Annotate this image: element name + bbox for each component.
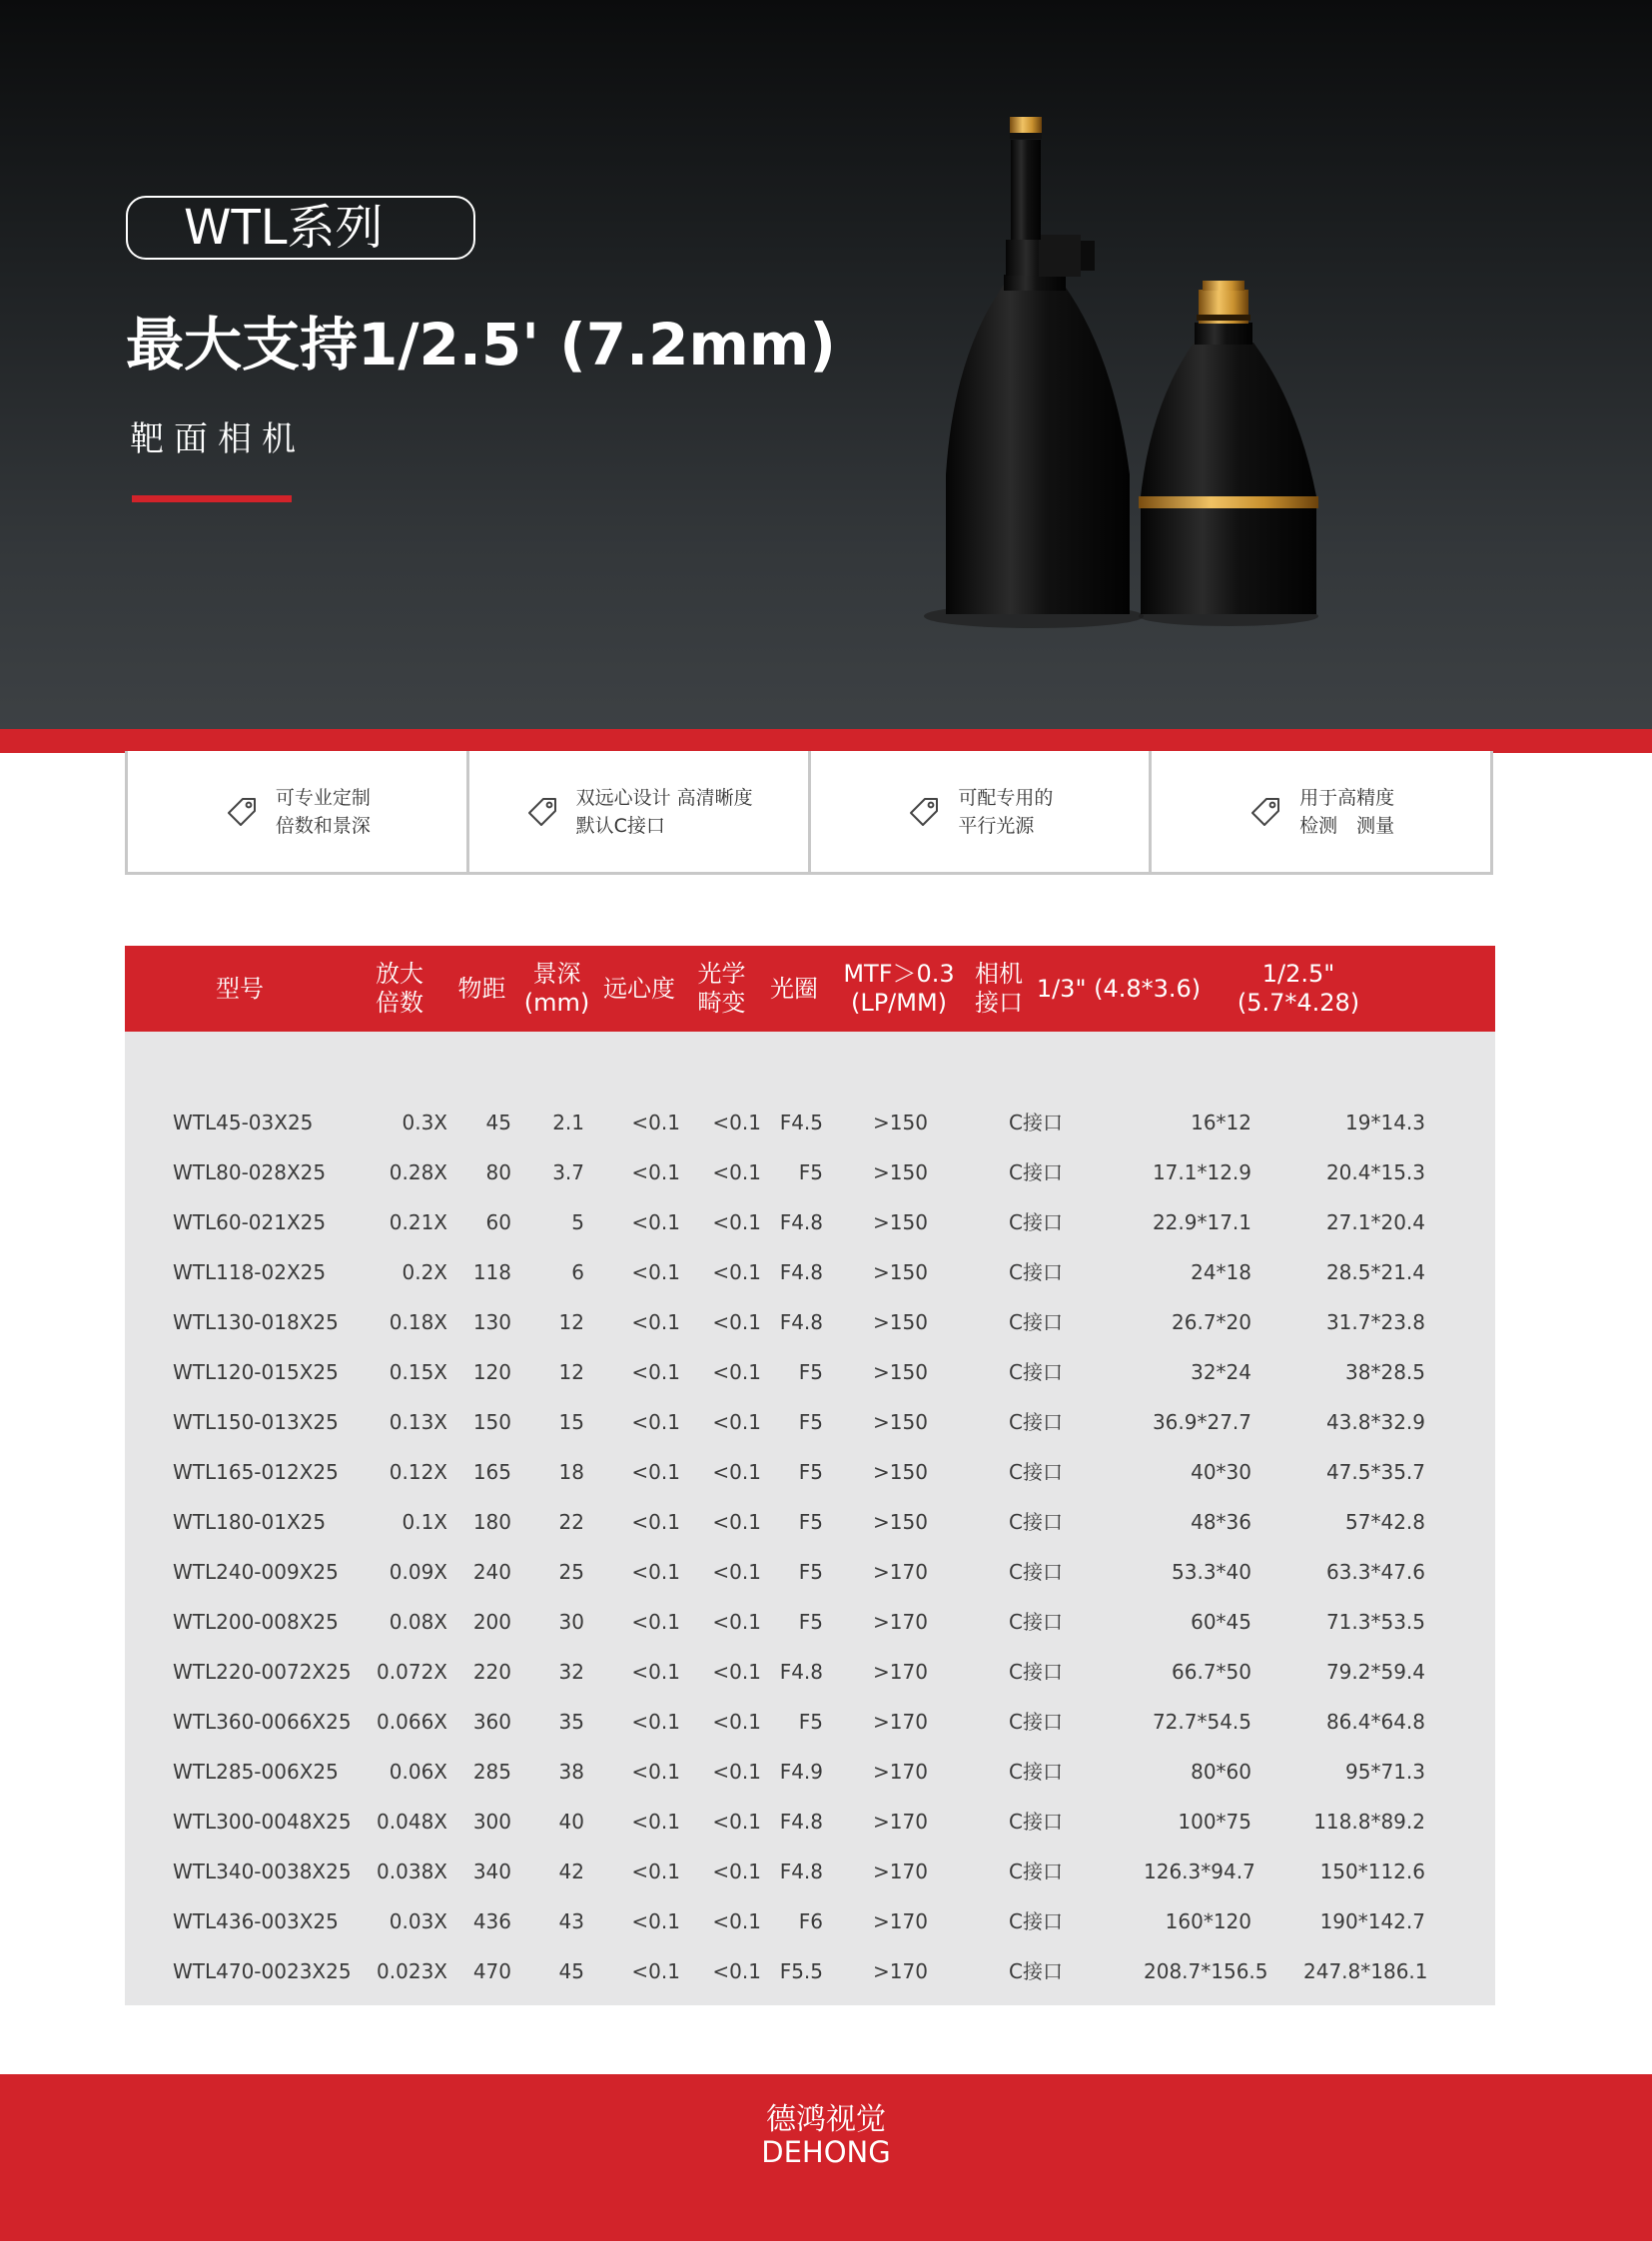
table-cell: 0.12X: [389, 1460, 447, 1484]
table-cell: F4.5: [779, 1111, 823, 1134]
table-cell: <0.1: [631, 1510, 680, 1534]
table-cell: <0.1: [631, 1860, 680, 1883]
table-cell: C接口: [1009, 1260, 1063, 1284]
table-cell: WTL45-03X25: [173, 1111, 314, 1134]
table-cell: <0.1: [631, 1660, 680, 1684]
header-line1: 光学: [697, 960, 746, 988]
table-cell: 15: [558, 1410, 584, 1434]
table-row: [125, 1946, 1495, 1996]
table-cell: 3.7: [552, 1160, 584, 1184]
table-cell: C接口: [1009, 1510, 1063, 1534]
table-cell: 57*42.8: [1345, 1510, 1425, 1534]
table-cell: 340: [472, 1860, 511, 1883]
table-cell: 40*30: [1191, 1460, 1251, 1484]
header-line2: 畸变: [697, 989, 746, 1017]
table-cell: >150: [873, 1160, 928, 1184]
table-cell: 0.06X: [389, 1760, 447, 1784]
table-cell: >170: [873, 1909, 928, 1933]
header-line1: 远心度: [603, 974, 675, 1003]
table-cell: 36.9*27.7: [1152, 1410, 1251, 1434]
brand-name-en: DEHONG: [761, 2135, 891, 2169]
table-row: [125, 1247, 1495, 1297]
table-cell: WTL80-028X25: [173, 1160, 327, 1184]
table-cell: WTL240-009X25: [173, 1560, 339, 1584]
header-line1: 物距: [457, 974, 506, 1003]
table-cell: 0.3X: [402, 1111, 447, 1134]
column-header: [594, 946, 684, 1032]
table-cell: 240: [472, 1560, 511, 1584]
table-cell: 470: [472, 1959, 511, 1983]
table-cell: 38*28.5: [1345, 1360, 1425, 1384]
table-cell: 63.3*47.6: [1325, 1560, 1425, 1584]
table-cell: >170: [873, 1860, 928, 1883]
header-line1: 光圈: [770, 974, 818, 1003]
table-cell: WTL165-012X25: [173, 1460, 339, 1484]
tag-icon: [524, 794, 560, 830]
table-cell: 0.18X: [389, 1310, 447, 1334]
table-row: [125, 1397, 1495, 1447]
table-cell: F6: [798, 1909, 823, 1933]
table-cell: 0.09X: [389, 1560, 447, 1584]
table-cell: <0.1: [712, 1660, 761, 1684]
table-cell: WTL180-01X25: [173, 1510, 327, 1534]
feature-card: [1149, 751, 1493, 875]
table-cell: 0.28X: [389, 1160, 447, 1184]
table-cell: 35: [558, 1710, 584, 1734]
table-cell: >170: [873, 1760, 928, 1784]
header-line1: 型号: [216, 974, 264, 1003]
table-cell: <0.1: [712, 1909, 761, 1933]
header-line1: 1/3" (4.8*3.6): [1036, 974, 1202, 1003]
table-cell: 0.13X: [389, 1410, 447, 1434]
table-cell: 53.3*40: [1172, 1560, 1251, 1584]
table-cell: <0.1: [631, 1909, 680, 1933]
table-cell: >170: [873, 1560, 928, 1584]
table-cell: WTL120-015X25: [173, 1360, 339, 1384]
table-row: [125, 1447, 1495, 1497]
table-cell: F4.8: [779, 1660, 823, 1684]
table-cell: 16*12: [1191, 1111, 1251, 1134]
table-cell: 0.08X: [389, 1610, 447, 1634]
table-cell: 72.7*54.5: [1152, 1710, 1251, 1734]
table-cell: WTL340-0038X25: [173, 1860, 352, 1883]
table-cell: WTL60-021X25: [173, 1210, 327, 1234]
table-cell: 79.2*59.4: [1325, 1660, 1425, 1684]
feature-strip: [125, 751, 1493, 875]
table-cell: >150: [873, 1360, 928, 1384]
column-header: [125, 946, 355, 1032]
table-row: [125, 1497, 1495, 1547]
table-cell: 118: [472, 1260, 511, 1284]
table-cell: 48*36: [1191, 1510, 1251, 1534]
column-header: [1209, 946, 1388, 1032]
table-row: [125, 1297, 1495, 1347]
table-cell: 165: [472, 1460, 511, 1484]
table-cell: >150: [873, 1410, 928, 1434]
table-cell: <0.1: [712, 1210, 761, 1234]
table-cell: 20.4*15.3: [1325, 1160, 1425, 1184]
table-cell: WTL118-02X25: [173, 1260, 327, 1284]
table-cell: >150: [873, 1260, 928, 1284]
table-cell: <0.1: [631, 1160, 680, 1184]
table-row: [125, 1597, 1495, 1647]
table-cell: 31.7*23.8: [1325, 1310, 1425, 1334]
table-cell: >150: [873, 1460, 928, 1484]
table-cell: 86.4*64.8: [1325, 1710, 1425, 1734]
table-cell: 0.2X: [402, 1260, 447, 1284]
telecentric-lens-image: [889, 105, 1408, 644]
column-header: [519, 946, 594, 1032]
table-cell: 0.21X: [389, 1210, 447, 1234]
table-cell: 32: [558, 1660, 584, 1684]
series-badge: [126, 196, 475, 260]
table-cell: 436: [472, 1909, 511, 1933]
table-cell: F4.8: [779, 1210, 823, 1234]
table-cell: <0.1: [712, 1860, 761, 1883]
table-cell: 25: [558, 1560, 584, 1584]
table-row: [125, 1347, 1495, 1397]
table-cell: 24*18: [1191, 1260, 1251, 1284]
header-line2: 接口: [975, 989, 1023, 1017]
table-cell: 32*24: [1191, 1360, 1251, 1384]
brand-name-cn: 德鸿视觉: [766, 2102, 886, 2137]
table-cell: 0.048X: [377, 1810, 447, 1834]
feature-card: [808, 751, 1153, 875]
table-cell: 60: [485, 1210, 511, 1234]
table-cell: 285: [472, 1760, 511, 1784]
table-cell: 43.8*32.9: [1325, 1410, 1425, 1434]
table-cell: <0.1: [631, 1560, 680, 1584]
table-row: [125, 1147, 1495, 1197]
table-cell: 40: [558, 1810, 584, 1834]
table-cell: C接口: [1009, 1810, 1063, 1834]
table-cell: 17.1*12.9: [1152, 1160, 1251, 1184]
table-cell: <0.1: [631, 1710, 680, 1734]
table-cell: WTL470-0023X25: [173, 1959, 352, 1983]
table-cell: 150: [472, 1410, 511, 1434]
table-cell: F5: [798, 1510, 823, 1534]
table-cell: F5: [798, 1610, 823, 1634]
table-cell: <0.1: [712, 1460, 761, 1484]
table-cell: <0.1: [631, 1310, 680, 1334]
table-cell: 19*14.3: [1345, 1111, 1425, 1134]
table-cell: <0.1: [712, 1610, 761, 1634]
table-cell: C接口: [1009, 1710, 1063, 1734]
table-cell: >170: [873, 1959, 928, 1983]
header-line2: (mm): [523, 989, 590, 1017]
feature-card: [466, 751, 811, 875]
table-cell: >170: [873, 1710, 928, 1734]
table-cell: C接口: [1009, 1111, 1063, 1134]
table-cell: F5: [798, 1560, 823, 1584]
header-line1: 1/2.5"(5.7*4.28): [1237, 960, 1360, 1017]
table-cell: F4.9: [779, 1760, 823, 1784]
table-cell: <0.1: [712, 1760, 761, 1784]
table-cell: 12: [558, 1310, 584, 1334]
table-row: [125, 1747, 1495, 1797]
table-cell: C接口: [1009, 1909, 1063, 1933]
feature-line1: 双远心设计 高清晰度: [575, 786, 753, 809]
table-row: [125, 1647, 1495, 1697]
spec-table-body: [125, 1032, 1495, 2005]
table-cell: 71.3*53.5: [1325, 1610, 1425, 1634]
table-cell: C接口: [1009, 1660, 1063, 1684]
table-cell: 0.15X: [389, 1360, 447, 1384]
table-row: [125, 1847, 1495, 1896]
table-cell: <0.1: [712, 1560, 761, 1584]
table-cell: <0.1: [631, 1610, 680, 1634]
table-cell: 180: [472, 1510, 511, 1534]
table-cell: WTL300-0048X25: [173, 1810, 352, 1834]
table-cell: 118.8*89.2: [1313, 1810, 1425, 1834]
table-cell: >150: [873, 1210, 928, 1234]
table-cell: F5: [798, 1410, 823, 1434]
table-cell: <0.1: [631, 1210, 680, 1234]
table-cell: 0.1X: [402, 1510, 447, 1534]
table-row: [125, 1797, 1495, 1847]
column-header: [444, 946, 519, 1032]
table-cell: 27.1*20.4: [1325, 1210, 1425, 1234]
table-cell: 190*142.7: [1319, 1909, 1425, 1933]
table-cell: WTL285-006X25: [173, 1760, 339, 1784]
table-cell: 22.9*17.1: [1152, 1210, 1251, 1234]
table-cell: 26.7*20: [1172, 1310, 1251, 1334]
table-cell: 5: [571, 1210, 584, 1234]
table-cell: WTL220-0072X25: [173, 1660, 352, 1684]
table-cell: 126.3*94.7: [1144, 1860, 1255, 1883]
table-cell: 28.5*21.4: [1325, 1260, 1425, 1284]
table-cell: >170: [873, 1610, 928, 1634]
table-row: [125, 1547, 1495, 1597]
table-cell: WTL360-0066X25: [173, 1710, 352, 1734]
table-row: [125, 1697, 1495, 1747]
table-cell: C接口: [1009, 1610, 1063, 1634]
table-cell: 45: [558, 1959, 584, 1983]
table-cell: <0.1: [712, 1510, 761, 1534]
table-cell: <0.1: [631, 1360, 680, 1384]
table-cell: <0.1: [631, 1810, 680, 1834]
tag-icon: [1247, 794, 1283, 830]
table-cell: C接口: [1009, 1460, 1063, 1484]
table-cell: 66.7*50: [1172, 1660, 1251, 1684]
table-cell: 60*45: [1191, 1610, 1251, 1634]
spec-table-header: [125, 946, 1495, 1032]
table-cell: C接口: [1009, 1160, 1063, 1184]
tag-icon: [224, 794, 260, 830]
table-cell: 0.023X: [377, 1959, 447, 1983]
header-line1: MTF＞0.3: [843, 960, 955, 988]
table-cell: 130: [472, 1310, 511, 1334]
table-cell: <0.1: [712, 1360, 761, 1384]
table-cell: F4.8: [779, 1810, 823, 1834]
table-cell: F4.8: [779, 1310, 823, 1334]
table-cell: WTL130-018X25: [173, 1310, 339, 1334]
column-header: [1029, 946, 1209, 1032]
red-divider-band: [0, 729, 1652, 753]
table-cell: WTL200-008X25: [173, 1610, 339, 1634]
table-cell: 360: [472, 1710, 511, 1734]
feature-card: [125, 751, 469, 875]
table-cell: 45: [485, 1111, 511, 1134]
table-cell: >150: [873, 1510, 928, 1534]
table-row: [125, 1896, 1495, 1946]
table-cell: >170: [873, 1810, 928, 1834]
table-cell: F5: [798, 1460, 823, 1484]
table-cell: >170: [873, 1660, 928, 1684]
table-cell: 120: [472, 1360, 511, 1384]
table-cell: 0.038X: [377, 1860, 447, 1883]
feature-line2: 默认C接口: [575, 814, 665, 837]
table-cell: >150: [873, 1310, 928, 1334]
header-line1: 放大: [376, 960, 423, 988]
table-row: [125, 1197, 1495, 1247]
header-line1: 景深: [532, 960, 581, 988]
table-cell: 22: [558, 1510, 584, 1534]
table-cell: <0.1: [712, 1710, 761, 1734]
table-cell: 47.5*35.7: [1325, 1460, 1425, 1484]
table-cell: F5: [798, 1360, 823, 1384]
table-cell: <0.1: [712, 1310, 761, 1334]
table-cell: <0.1: [631, 1760, 680, 1784]
table-cell: 208.7*156.5: [1144, 1959, 1268, 1983]
column-header: [684, 946, 759, 1032]
table-cell: <0.1: [631, 1959, 680, 1983]
table-cell: 43: [558, 1909, 584, 1933]
column-header: [759, 946, 829, 1032]
table-cell: 95*71.3: [1345, 1760, 1425, 1784]
table-cell: F5: [798, 1160, 823, 1184]
table-cell: 160*120: [1165, 1909, 1251, 1933]
table-cell: WTL150-013X25: [173, 1410, 339, 1434]
table-cell: 200: [472, 1610, 511, 1634]
table-cell: 247.8*186.1: [1303, 1959, 1428, 1983]
column-header: [355, 946, 444, 1032]
table-cell: <0.1: [631, 1260, 680, 1284]
feature-line1: 用于高精度: [1299, 786, 1395, 809]
table-cell: C接口: [1009, 1959, 1063, 1983]
table-cell: F5.5: [779, 1959, 823, 1983]
table-cell: <0.1: [631, 1111, 680, 1134]
table-row: [125, 1098, 1495, 1147]
headline: 最大支持1/2.5' (7.2mm): [126, 311, 836, 378]
table-cell: F4.8: [779, 1860, 823, 1883]
table-cell: <0.1: [712, 1111, 761, 1134]
feature-line1: 可配专用的: [958, 786, 1054, 809]
table-cell: 80: [485, 1160, 511, 1184]
table-cell: C接口: [1009, 1310, 1063, 1334]
table-cell: 12: [558, 1360, 584, 1384]
table-cell: F5: [798, 1710, 823, 1734]
table-cell: C接口: [1009, 1210, 1063, 1234]
table-cell: 80*60: [1191, 1760, 1251, 1784]
table-cell: WTL436-003X25: [173, 1909, 339, 1933]
feature-line2: 平行光源: [958, 814, 1035, 837]
column-header: [829, 946, 969, 1032]
table-cell: >150: [873, 1111, 928, 1134]
table-cell: <0.1: [712, 1410, 761, 1434]
table-cell: 300: [472, 1810, 511, 1834]
table-cell: <0.1: [712, 1810, 761, 1834]
tag-icon: [906, 794, 942, 830]
feature-line2: 倍数和景深: [275, 814, 371, 837]
table-cell: 18: [558, 1460, 584, 1484]
table-cell: <0.1: [712, 1260, 761, 1284]
table-cell: 100*75: [1178, 1810, 1251, 1834]
table-cell: 0.066X: [377, 1710, 447, 1734]
table-cell: 0.072X: [377, 1660, 447, 1684]
table-cell: C接口: [1009, 1410, 1063, 1434]
table-cell: 220: [472, 1660, 511, 1684]
feature-line1: 可专业定制: [275, 786, 371, 809]
header-line1: 相机: [975, 960, 1023, 988]
table-cell: F4.8: [779, 1260, 823, 1284]
table-cell: C接口: [1009, 1360, 1063, 1384]
table-cell: 38: [558, 1760, 584, 1784]
accent-underline: [132, 495, 292, 502]
table-cell: C接口: [1009, 1760, 1063, 1784]
series-label: WTL系列: [184, 200, 384, 256]
table-cell: <0.1: [712, 1160, 761, 1184]
table-cell: <0.1: [631, 1410, 680, 1434]
feature-line2: 检测 测量: [1299, 814, 1395, 837]
header-line2: 倍数: [376, 989, 423, 1017]
table-cell: <0.1: [631, 1460, 680, 1484]
column-header: [969, 946, 1029, 1032]
table-cell: 6: [571, 1260, 584, 1284]
table-cell: 0.03X: [389, 1909, 447, 1933]
table-cell: C接口: [1009, 1560, 1063, 1584]
header-line2: (LP/MM): [850, 989, 948, 1017]
table-cell: 2.1: [552, 1111, 584, 1134]
table-cell: 42: [558, 1860, 584, 1883]
table-cell: <0.1: [712, 1959, 761, 1983]
table-cell: C接口: [1009, 1860, 1063, 1883]
table-cell: 30: [558, 1610, 584, 1634]
subtitle: 靶面相机: [130, 419, 306, 459]
table-cell: 150*112.6: [1319, 1860, 1425, 1883]
